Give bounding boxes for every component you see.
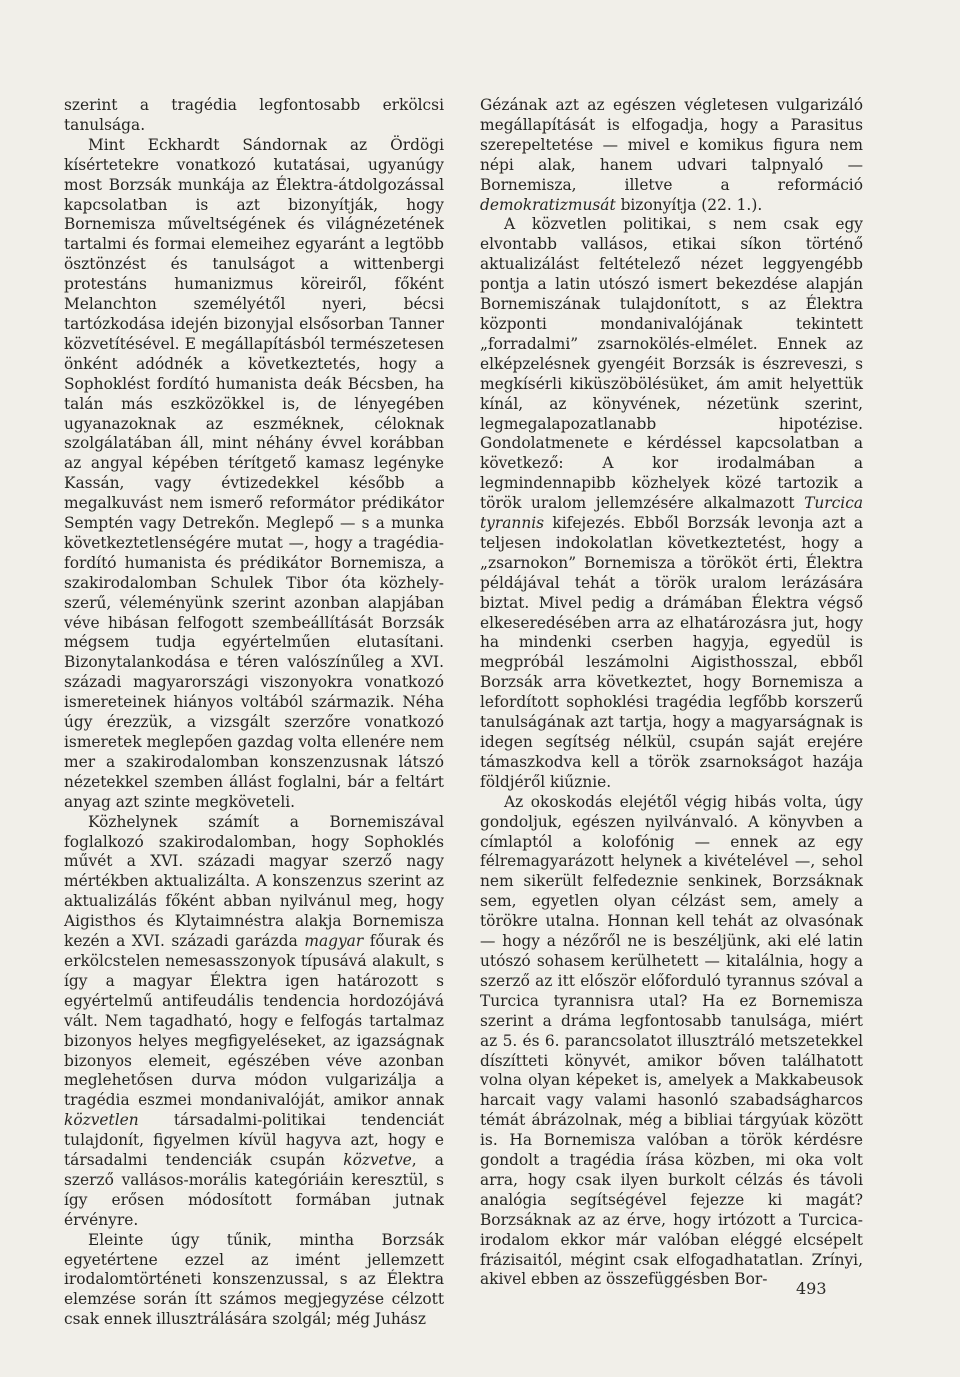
text-run: főurak és erkölcstelen nemesasszonyok típusává alakult, s így a magyar Élektra igen határozott s egyértelmű antifeudális tendencia hordozójává vált. Nem tagadható, hogy e felfogás tartalmaz bizonyos helyes megfigyeléseket, az igazságnak bizonyos elemeit, egészében véve azonban meglehetősen durva módon vulgarizálja a tragédia eszmei mondanivalóját, amikor annak [64, 932, 444, 1110]
paragraph: Eleinte úgy tűnik, mintha Borzsák egyetértene ezzel az imént jellemzett irodalomtörténeti konszenzussal, s az Élektra elemzése során ítt számos megjegyzése célzott csak ennek illusztrálására szolgál; még Juhász [64, 1230, 444, 1329]
paragraph [64, 813, 444, 1231]
text-run: társadalmi-politikai tendenciát tulajdonít, figyelmen kívül hagyva azt, hogy e társadalmi tendenciák csupán [64, 1111, 444, 1170]
emphasis: demokratizmusát [480, 195, 616, 214]
right-column [480, 96, 863, 1290]
text-run: kifejezés. Ebből Borzsák levonja azt a teljesen indokolatlan következtetést, hogy a „zsarnokon” Bornemisza a törököt érti, Élektra példájával tehát a török uralom lerázására biztat. Mivel pedig a drámában Élektra végső elkeseredésében arra az elhatározásra jut, hogy ha mindenki cserben hagyja, egyedül is megpróbál leszámolni Aigisthosszal, ebből Borzsák arra következtet, hogy Bornemisza a lefordított sophoklési tragédia legfőbb korszerű tanulságának azt tartja, hogy a magyarságnak is idegen segítség nélkül, csupán saját erejére támaszkodva kell a török zsarnokságot hazája földjéről kiűznie. [480, 514, 863, 791]
emphasis: közvetve [343, 1151, 412, 1170]
text-run: Gézának azt az egészen végletesen vulgarizáló megállapítását is elfogadja, hogy a Parasitus szerepeltetése — mivel e komikus figura nem népi alak, hanem udvari talpnyaló — Bornemisza, illetve a reformáció [480, 96, 863, 194]
emphasis: közvetlen [64, 1111, 139, 1130]
text-run: bizonyítja (22. 1.). [615, 195, 763, 214]
text-run: Közhelynek számít a Bornemiszával foglalkozó szakirodalomban, hogy Sophoklés művét a XVI. századi magyar szerző nagy mértékben aktualizálta. A konszenzus szerint az aktualizálás főként abban nyilvánul meg, hogy Aigisthos és Klytaimnéstra alakja Bornemisza kezén a XVI. századi garázda [64, 812, 444, 951]
emphasis: magyar [304, 932, 364, 951]
paragraph [480, 96, 863, 215]
paragraph: Az okoskodás elejétől végig hibás volta, úgy gondoljuk, egészen nyilvánvaló. A könyvben a címlaptól a kolofónig — ennek az egy félremagyarázott helynek a kivételével —, sehol nem sikerült felfedeznie senkinek, Borzsáknak sem, egyetlen olyan célzást sem, amely a törökre utalna. Honnan kell tehát az olvasónak — hogy a nézőről ne is beszéljünk, aki elé latin utószó sohasem kerülhetett — kitalálnia, hogy a szerző az itt először előforduló tyrannus szóval a Turcica tyrannisra utal? Ha ez Bornemisza szerint a dráma legfontosabb tanulsága, miért az 5. és 6. parancsolatot illusztráló metszetekkel díszítteti könyvét, amikor bőven találhatott volna olyan képeket is, amelyek a Makkabeusok harcait vagy valami hasonló szabadságharcos témát ábrázolnak, még a bibliai tárgyúak között is. Ha Bornemisza valóban a török kérdésre gondolt a tragédia írása közben, mi oka volt arra, hogy csak ilyen burkolt célzás és távoli analógia segítségével fejezze ki magát? Borzsáknak az az érve, hogy irtózott a Turcica-irodalom ekkor már valóban eléggé elcsépelt frázisaitól, mégint csak elfogadhatatlan. Zrínyi, akivel ebben az összefüggésben Bor- [480, 792, 863, 1289]
emphasis: Turcica tyrannis [480, 494, 863, 533]
paragraph [480, 215, 863, 792]
text-run: , a szerző vallásos-morális kategóriáin keresztül, s így erősen módosított formában jutnak érvényre. [64, 1151, 444, 1229]
paragraph: Mint Eckhardt Sándornak az Ördögi kísértetekre vonatkozó kutatásai, ugyanúgy most Borzsák munkája az Élektra-átdolgozással kapcsolatban is azt bizonyítják, hogy Bornemisza műveltségének és világnézetének tartalmi és formai elemeihez egyaránt a legtöbb ösztönzést és tanulságot a wittenbergi protestáns humanizmus köreiről, főként Melanchton személyétől nyeri, bécsi tartózkodása idején bizonyjal elsősorban Tanner közvetítésével. E megállapításból természetesen önként adódnék a következtetés, hogy a Sophoklést fordító humanista deák Bécsben, ha talán más eszközökkel is, de lényegében ugyanazoknak az eszméknek, céloknak szolgálatában áll, mint néhány évvel korábban az angyal képében térítgető kamasz legényke Kassán, vagy évtizedekkel később a megalkuvást nem ismerő reformátor prédikátor Semptén vagy Detrekőn. Meglepő — s a munka következtetlenségére mutat —, hogy a tragédia-fordító humanista és prédikátor Bornemisza, a szakirodalomban Schulek Tibor óta közhely-szerű, véleményünk szerint azonban alapjában véve hibásan felfogott szembeállítását Borzsák mégsem tudja egyértelműen elutasítani. Bizonytalankodása e téren valószínűleg a XVI. századi magyarországi viszonyokra vonatkozó ismereteinek hiányos voltából származik. Néha úgy érezzük, a vizsgált szerzőre vonatkozó ismeretek meglepően gazdag volta ellenére nem mer a szakirodalomban konszenzusnak látszó nézetekkel szemben állást foglalni, bár a feltárt anyag azt szinte megköveteli. [64, 135, 444, 811]
paragraph: szerint a tragédia legfontosabb erkölcsi tanulsága. [64, 96, 444, 134]
page-number: 493 [796, 1279, 827, 1298]
text-run: A közvetlen politikai, s nem csak egy elvontabb vallásos, etikai síkon történő aktualizálást feltételező nézet leggyengébb pontja a latin utószó ismert bekezdése alapján Bornemiszának tulajdonított, s az Élektra központi mondanivalójának tekintett „forradalmi” zsarnokölés-elmélet. Ennek az elképzelésnek gyengéit Borzsák is észreveszi, s megkísérli kiküszöbölésüket, ám amit helyettük kínál, az könyvének, nézetünk szerint, legmegalapozatlanabb hipotézise. Gondolatmenete e kérdéssel kapcsolatban a következő: A kor irodalmában a legmindennapibb közhelyek közé tartozik a török uralom jellemzésére alkalmazott [480, 215, 863, 513]
left-column [64, 96, 444, 1330]
